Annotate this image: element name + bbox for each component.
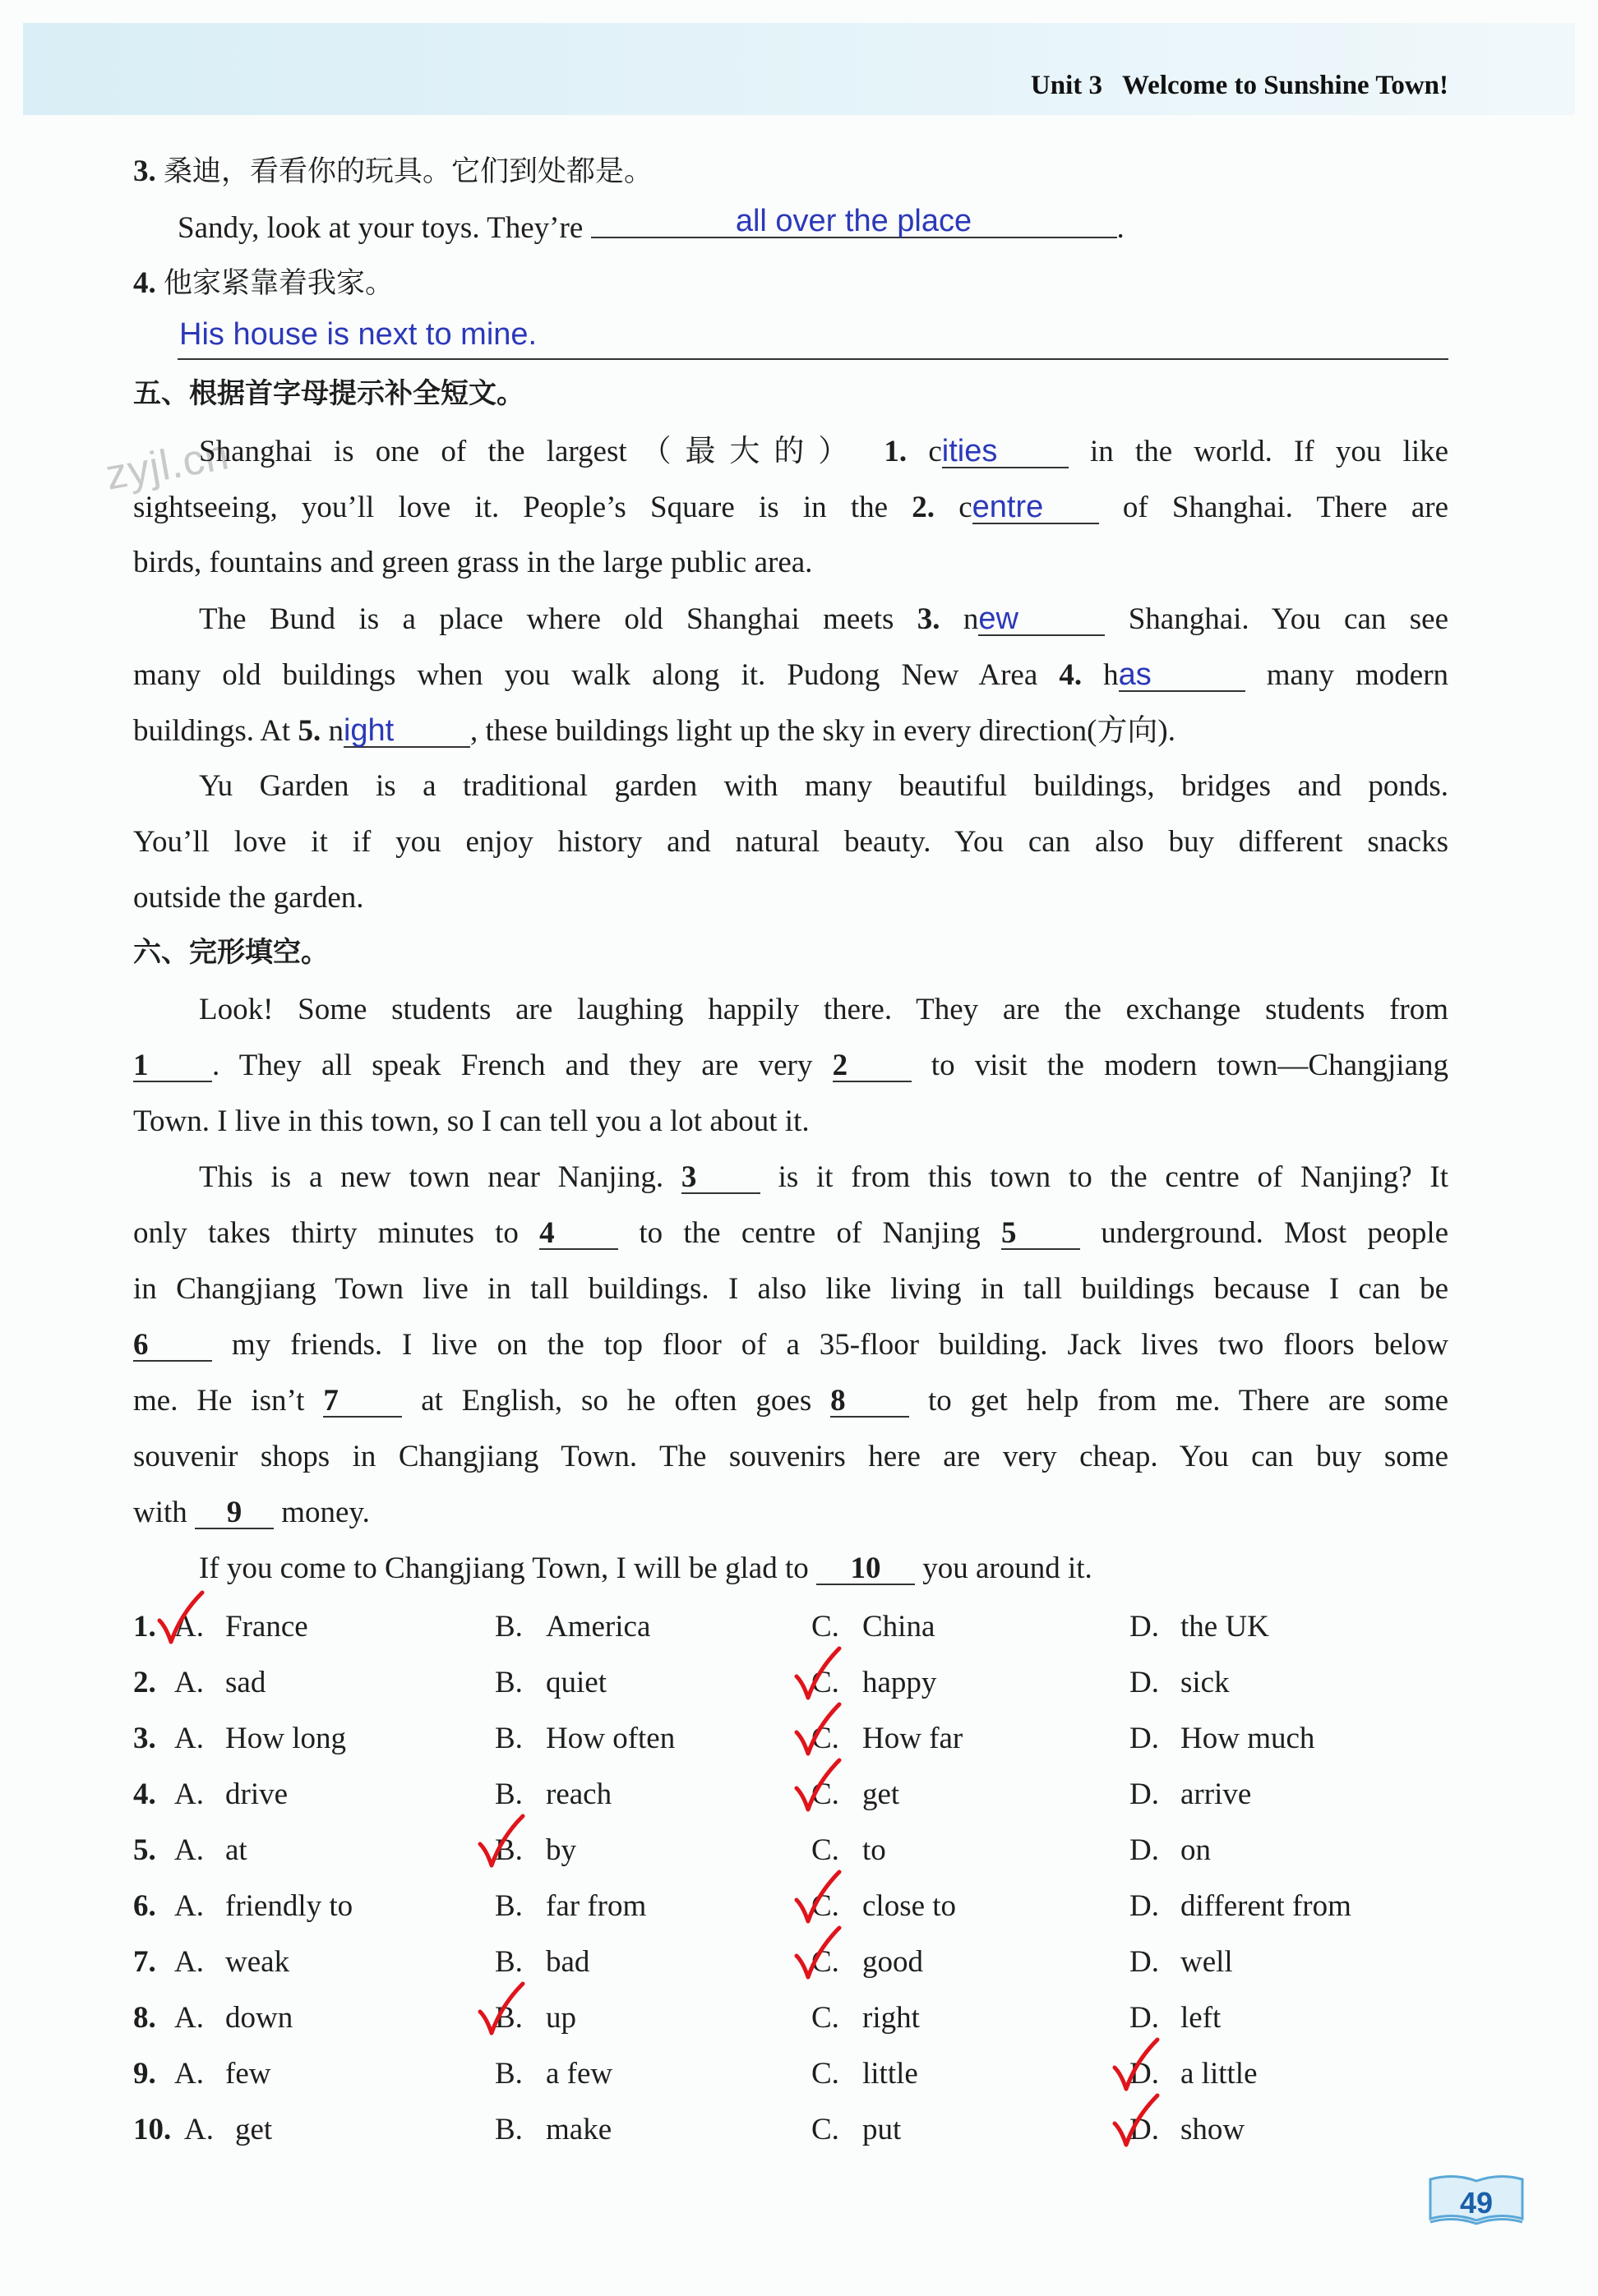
option-d[interactable] [1129,1833,1211,1868]
option-text: friendly to [225,1889,353,1923]
option-text: the UK [1180,1610,1269,1644]
option-a[interactable] [174,1721,346,1756]
option-c[interactable] [811,2000,920,2036]
option-text: get [862,1777,900,1811]
answer-check-mark-icon [793,1869,843,1926]
option-question-number: 5. [133,1833,156,1867]
option-b[interactable] [495,2056,612,2091]
cloze-blank-2[interactable]: 2 [833,1050,912,1082]
answer-check-mark-icon [793,1757,843,1814]
option-row [133,2056,1531,2092]
option-question-number: 6. [133,1889,156,1923]
option-row [133,1609,1531,1645]
option-letter: C. [811,1833,839,1867]
s6-line-7: 6 my friends. I live on the top floor of a 35-floor building. Jack lives two floors below [133,1328,1448,1362]
option-text: up [546,2001,576,2035]
cloze-blank-7[interactable]: 7 [323,1385,402,1418]
option-text: far from [546,1889,647,1923]
option-text: weak [225,1945,290,1979]
option-question-number: 4. [133,1777,156,1811]
option-question-number: 3. [133,1722,156,1755]
option-letter: A. [174,2057,204,2091]
answer-check-mark-icon [156,1589,206,1647]
option-text: quiet [546,1666,607,1699]
page-number: 49 [1459,2186,1494,2220]
option-a[interactable] [174,2056,270,2091]
cloze-blank-5[interactable]: 5 [1001,1218,1080,1250]
s6-line-5: only takes thirty minutes to 4 to the centre of Nanjing 5 underground. Most people [133,1216,1449,1250]
option-text: arrive [1180,1777,1252,1811]
option-letter: A. [174,1610,204,1644]
option-letter: C. [811,2057,839,2091]
option-d[interactable] [1129,1665,1230,1700]
option-letter: B. [495,1945,523,1979]
option-text: by [546,1833,576,1867]
s5-line-9: outside the garden. [133,881,364,915]
s6-line-1: Look! Some students are laughing happily there. They are the exchange students from [199,993,1448,1026]
option-row [133,1721,1531,1757]
answer-check-mark-icon [477,1813,526,1870]
q4-chinese-line: 4. 他家紧靠着我家。 [133,266,395,300]
option-a[interactable] [174,1833,247,1868]
option-c[interactable] [811,1833,886,1868]
option-a[interactable] [184,2112,272,2147]
option-letter: C. [811,1610,839,1644]
option-text: on [1180,1833,1211,1867]
option-text: good [862,1945,923,1979]
option-letter: A. [184,2113,214,2146]
option-letter: C. [811,2113,839,2146]
s5-blank-5[interactable]: ight [344,715,470,748]
section5-title: 五、根据首字母提示补全短文。 [133,377,524,410]
option-text: make [546,2113,612,2146]
cloze-blank-10[interactable]: 10 [816,1553,915,1585]
option-letter: A. [174,1722,204,1755]
answer-check-mark-icon [793,1925,843,1982]
option-letter: A. [174,1833,204,1867]
s6-line-9: souvenir shops in Changjiang Town. The souvenirs here are very cheap. You can buy some [133,1440,1448,1473]
option-letter: D. [1129,1833,1159,1867]
option-text: to [862,1833,886,1867]
option-text: happy [862,1666,937,1699]
s6-line-3: Town. I live in this town, so I can tell you a lot about it. [133,1104,810,1138]
option-row [133,2000,1531,2036]
option-b[interactable] [495,1888,646,1924]
option-text: well [1180,1945,1233,1979]
option-row [133,1888,1531,1925]
option-letter: C. [811,1666,839,1699]
option-c[interactable] [811,2056,918,2091]
option-text: a little [1180,2057,1258,2091]
option-text: different from [1180,1889,1351,1923]
option-letter: A. [174,1777,204,1811]
option-text: at [225,1833,247,1867]
option-letter: B. [495,2057,523,2091]
option-b[interactable] [495,1721,675,1756]
watermark: zyjl.cn [102,431,233,500]
option-question-number: 9. [133,2057,156,2091]
s5-blank-1[interactable]: ities [942,436,1069,468]
option-text: France [225,1610,308,1644]
option-row [133,1777,1531,1813]
answer-check-mark-icon [793,1701,843,1759]
option-letter: C. [811,1889,839,1923]
option-b[interactable] [495,2112,612,2147]
option-c[interactable] [811,1609,935,1644]
option-d[interactable] [1129,1777,1251,1812]
option-text: How often [546,1722,676,1755]
q3-chinese-line: 3. 桑迪，看看你的玩具。它们到处都是。 [133,154,654,188]
s6-line-11: If you come to Changjiang Town, I will be glad to 10 you around it. [199,1551,1092,1585]
s5-line-2: sightseeing, you’ll love it. People’s Square is in the 2. centre of Shanghai. There are [133,490,1448,524]
q3-english-line: Sandy, look at your toys. They’re all over the place . [178,204,1125,245]
q4-answer[interactable]: His house is next to mine. [179,317,538,352]
option-row [133,2112,1531,2148]
option-text: left [1180,2001,1222,2035]
s5-line-1: Shanghai is one of the largest（最大的） 1. cities in the world. If you like [199,434,1449,468]
option-c[interactable] [811,2112,901,2147]
option-b[interactable] [495,1777,612,1812]
option-letter: D. [1129,2113,1159,2146]
s5-line-7: Yu Garden is a traditional garden with many beautiful buildings, bridges and ponds. [199,769,1448,803]
cloze-blank-6[interactable]: 6 [133,1330,212,1362]
option-a[interactable] [174,1665,266,1700]
option-text: right [862,2001,920,2035]
option-letter: B. [495,1777,523,1811]
header-title: Welcome to Sunshine Town! [1122,71,1448,100]
option-d[interactable] [1129,2000,1221,2036]
option-letter: D. [1129,1722,1159,1755]
running-header [1031,71,1448,101]
s5-line-6: buildings. At 5. night , these buildings light up the sky in every direction(方向). [133,713,1175,748]
header-unit: Unit 3 [1030,71,1102,100]
option-letter: C. [811,2001,839,2035]
cloze-blank-8[interactable]: 8 [830,1385,909,1418]
cloze-blank-3[interactable]: 3 [681,1162,760,1194]
option-letter: B. [495,1610,523,1644]
q3-answer-blank[interactable]: all over the place [591,205,1117,238]
option-letter: D. [1129,1889,1159,1923]
option-text: China [862,1610,935,1644]
option-text: close to [862,1889,957,1923]
option-question-number: 1. [133,1610,156,1644]
option-letter: B. [495,1833,523,1867]
cloze-blank-4[interactable]: 4 [539,1218,618,1250]
option-letter: A. [174,1666,204,1699]
option-text: a few [546,2057,613,2091]
option-text: How far [862,1722,963,1755]
option-question-number: 2. [133,1666,156,1699]
option-letter: D. [1129,1945,1159,1979]
option-letter: D. [1129,1666,1159,1699]
s5-blank-4[interactable]: as [1119,659,1245,692]
header-band [23,23,1575,115]
answer-check-mark-icon [1111,2036,1161,2094]
option-text: few [225,2057,271,2091]
option-letter: A. [174,1889,204,1923]
s5-blank-2[interactable]: entre [972,491,1099,524]
option-b[interactable] [495,1944,589,1980]
cloze-blank-1[interactable]: 1 [133,1050,212,1082]
option-a[interactable] [174,1777,288,1812]
s5-blank-3[interactable]: ew [978,603,1105,636]
option-row [133,1665,1531,1701]
option-text: sad [225,1666,266,1699]
option-text: put [862,2113,902,2146]
option-a[interactable] [174,2000,293,2036]
option-row [133,1944,1531,1980]
answer-check-mark-icon [477,1980,526,2038]
option-text: show [1180,2113,1245,2146]
option-b[interactable] [495,1665,607,1700]
q4-answer-rule [178,358,1448,360]
option-letter: D. [1129,2001,1159,2035]
option-text: America [546,1610,651,1644]
option-d[interactable] [1129,1721,1314,1756]
option-letter: C. [811,1945,839,1979]
option-text: little [862,2057,918,2091]
option-letter: D. [1129,1610,1159,1644]
option-letter: B. [495,2001,523,2035]
option-letter: B. [495,1666,523,1699]
cloze-blank-9[interactable]: 9 [195,1497,274,1529]
option-question-number: 7. [133,1945,156,1979]
s5-line-5: many old buildings when you walk along it. Pudong New Area 4. has many modern [133,657,1449,692]
option-letter: B. [495,2113,523,2146]
option-b[interactable] [495,1609,650,1644]
option-text: get [235,2113,273,2146]
s5-line-4: The Bund is a place where old Shanghai meets 3. new Shanghai. You can see [199,602,1448,636]
option-question-number: 8. [133,2001,156,2035]
option-text: reach [546,1777,612,1811]
option-row [133,1833,1531,1869]
option-letter: D. [1129,1777,1159,1811]
option-text: down [225,2001,293,2035]
s5-line-3: birds, fountains and green grass in the large public area. [133,546,813,579]
s6-line-8: me. He isn’t 7 at English, so he often goes 8 to get help from me. There are some [133,1384,1448,1418]
option-d[interactable] [1129,1944,1233,1980]
option-letter: C. [811,1722,839,1755]
section6-title: 六、完形填空。 [133,936,329,969]
s6-line-2: 1 . They all speak French and they are very 2 to visit the modern town—Changjiang [133,1049,1448,1082]
option-a[interactable] [174,1888,353,1924]
s6-line-6: in Changjiang Town live in tall buildings. I also like living in tall buildings because I can be [133,1272,1448,1306]
option-text: sick [1180,1666,1230,1699]
option-text: bad [546,1945,590,1979]
option-question-number: 10. [133,2113,172,2146]
option-letter: A. [174,1945,204,1979]
answer-check-mark-icon [793,1645,843,1703]
option-letter: A. [174,2001,204,2035]
option-letter: B. [495,1889,523,1923]
option-a[interactable] [174,1944,289,1980]
s6-line-10: with 9 money. [133,1496,370,1529]
option-letter: B. [495,1722,523,1755]
option-text: How much [1180,1722,1315,1755]
answer-check-mark-icon [1111,2092,1161,2150]
option-d[interactable] [1129,1888,1351,1924]
option-text: drive [225,1777,289,1811]
s5-line-8: You’ll love it if you enjoy history and natural beauty. You can also buy different snacks [133,825,1448,859]
option-letter: C. [811,1777,839,1811]
option-letter: D. [1129,2057,1159,2091]
option-d[interactable] [1129,1609,1269,1644]
option-text: How long [225,1722,346,1755]
s6-line-4: This is a new town near Nanjing. 3 is it from this town to the centre of Nanjing? It [199,1160,1449,1194]
